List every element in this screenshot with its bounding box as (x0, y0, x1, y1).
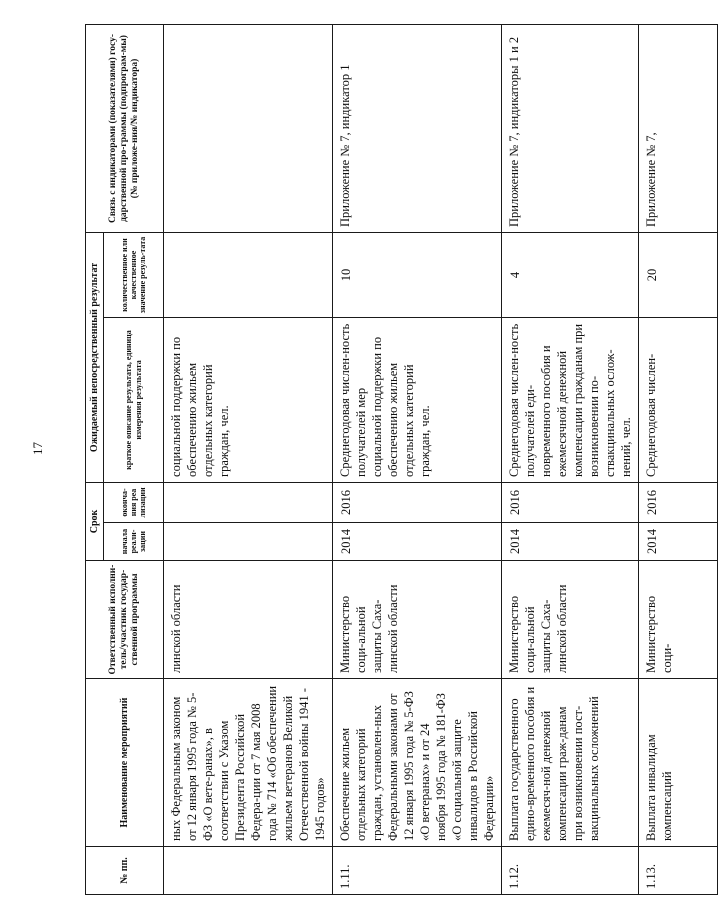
cell-value: 10 (333, 232, 502, 317)
header-name: Наименование мероприятий (86, 679, 164, 847)
cell-value (164, 232, 333, 317)
cell-desc: Среднегодовая числен-ность получателей еди-новременного пособия и ежемесячной денежной компенсации гражданам при возникновении по-ствакцинальных ослож-нений, чел. (502, 317, 639, 482)
cell-num: 1.13. (639, 847, 718, 895)
page-number: 17 (30, 442, 45, 455)
cell-responsible: линской области (164, 561, 333, 679)
cell-value: 4 (502, 232, 639, 317)
cell-name: Выплата государственного едино-временного пособия и ежемесяч-ной денежной компенсации граж-данам при возникновении пост-вакцинальных осложнений (502, 679, 639, 847)
cell-value: 20 (639, 232, 718, 317)
cell-desc: социальной поддержки по обеспечению жильем отдельных категорий граждан, чел. (164, 317, 333, 482)
cell-desc: Среднегодовая числен- (639, 317, 718, 482)
cell-link: Приложение № 7, (639, 24, 718, 232)
header-term: Срок (86, 482, 104, 560)
table-row (333, 24, 502, 894)
cell-start: 2014 (639, 523, 718, 561)
cell-start: 2014 (333, 523, 502, 561)
header-result: Ожидаемый непосредственный результат (86, 232, 104, 482)
cell-responsible: Министерство соци- (639, 561, 718, 679)
cell-num: 1.12. (502, 847, 639, 895)
rotated-table-container (85, 25, 674, 895)
cell-name: Выплата инвалидам компенсаций (639, 679, 718, 847)
header-responsible: Ответственный исполни-тель/участник государ-ственной программы (86, 561, 164, 679)
header-row-1 (86, 24, 104, 894)
cell-end (164, 482, 333, 522)
header-result-desc: краткое описание результата, единица измерения результата (104, 317, 164, 482)
cell-num: 1.11. (333, 847, 502, 895)
cell-start (164, 523, 333, 561)
cell-num (164, 847, 333, 895)
cell-start: 2014 (502, 523, 639, 561)
cell-end: 2016 (502, 482, 639, 522)
table-row (164, 24, 333, 894)
cell-end: 2016 (333, 482, 502, 522)
header-link: Связь с индикаторами (показателями) госу-дарственной про-граммы (подпрограм-мы) (№ приложе-ния/№ индикатора) (86, 24, 164, 232)
cell-link: Приложение № 7, индикаторы 1 и 2 (502, 24, 639, 232)
header-result-value: количественное или качественное значение резуль-тата (104, 232, 164, 317)
activities-table (85, 24, 718, 895)
header-num: № пп. (86, 847, 164, 895)
cell-name: ных Федеральным законом от 12 января 1995 года № 5-ФЗ «О вете-ранах», в соответствии с Указом Президента Российской Федера-ции от 7 мая 2008 года № 714 «Об обеспечении жильем ветеранов Великой Отечественной войны 1941 - 1945 годов» (164, 679, 333, 847)
cell-name: Обеспечение жильем отдельных категорий граждан, установлен-ных Федеральными законами от 12 января 1995 года № 5-ФЗ «О ветеранах» и от 24 ноября 1995 года № 181-ФЗ «О социальной защите инвалидов в Российской Федерации» (333, 679, 502, 847)
table-row (502, 24, 639, 894)
cell-responsible: Министерство соци-альной защиты Саха-линской области (502, 561, 639, 679)
header-term-end: оконча-ния реа лизации (104, 482, 164, 522)
cell-link (164, 24, 333, 232)
cell-link: Приложение № 7, индикатор 1 (333, 24, 502, 232)
table-row (639, 24, 718, 894)
cell-responsible: Министерство соци-альной защиты Саха-линской области (333, 561, 502, 679)
header-term-start: начала реали-зации (104, 523, 164, 561)
cell-desc: Среднегодовая числен-ность получателей мер социальной поддержки по обеспечению жильем отдельных категорий граждан, чел. (333, 317, 502, 482)
cell-end: 2016 (639, 482, 718, 522)
